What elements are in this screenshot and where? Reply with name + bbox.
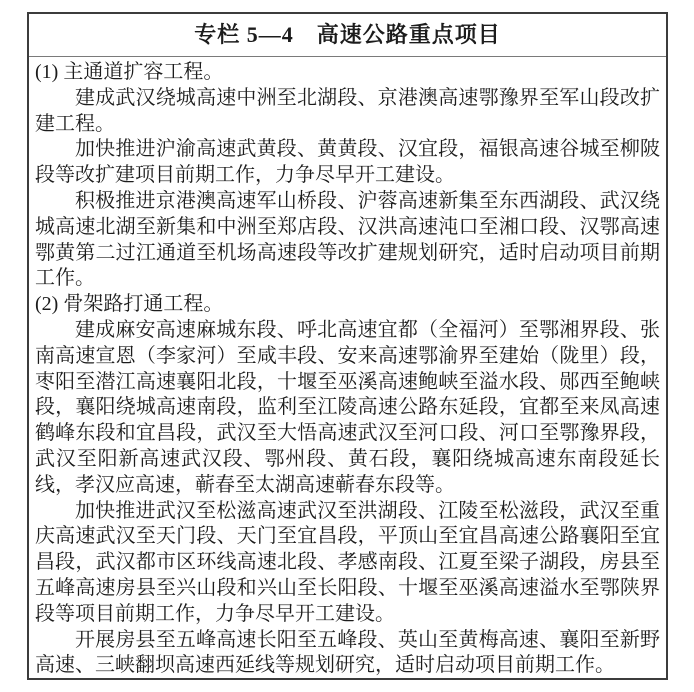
section-2-paragraph-2: 加快推进武汉至松滋高速武汉至洪湖段、江陵至松滋段，武汉至重庆高速武汉至天门段、天门至宜昌段，平顶山至宜昌高速公路襄阳至宜昌段，武汉都市区环线高速北段、孝感南段、江夏至梁子湖段，房县至五峰高速房县至兴山段和兴山至长阳段、十堰至巫溪高速溢水至鄂陕界段等项目前期工作，力争尽早开工建设。: [35, 499, 660, 625]
column-box-title: 专栏 5—4 高速公路重点项目: [29, 14, 666, 57]
section-2-heading: (2) 骨架路打通工程。: [35, 293, 224, 316]
column-box: [27, 12, 668, 680]
section-1-paragraph-1: 建成武汉绕城高速中洲至北湖段、京港澳高速鄂豫界至军山段改扩建工程。: [35, 86, 660, 135]
column-box-body: [29, 57, 666, 679]
section-2-paragraph-3: 开展房县至五峰高速长阳至五峰段、英山至黄梅高速、襄阳至新野高速、三峡翻坝高速西延线等规划研究，适时启动项目前期工作。: [35, 628, 660, 677]
section-2-paragraph-1: 建成麻安高速麻城东段、呼北高速宜都（全福河）至鄂湘界段、张南高速宣恩（李家河）至咸丰段、安来高速鄂渝界至建始（陇里）段，枣阳至潜江高速襄阳北段，十堰至巫溪高速鲍峡至溢水段、郧西至鲍峡段，襄阳绕城高速南段，监利至江陵高速公路东延段，宜都至来凤高速鹤峰东段和宜昌段，武汉至大悟高速武汉至河口段、河口至鄂豫界段，武汉至阳新高速武汉段、鄂州段、黄石段，襄阳绕城高速东南段延长线，孝汉应高速，蕲春至太湖高速蕲春东段等。: [35, 318, 660, 496]
section-1-paragraph-3: 积极推进京港澳高速军山桥段、沪蓉高速新集至东西湖段、武汉绕城高速北湖至新集和中洲至郑店段、汉洪高速沌口至湘口段、汉鄂高速鄂黄第二过江通道至机场高速段等改扩建规划研究，适时启动项目前期工作。: [35, 189, 660, 290]
section-1-heading: (1) 主通道扩容工程。: [35, 61, 224, 83]
section-1-paragraph-2: 加快推进沪渝高速武黄段、黄黄段、汉宜段，福银高速谷城至柳陂段等改扩建项目前期工作，力争尽早开工建设。: [35, 138, 660, 187]
